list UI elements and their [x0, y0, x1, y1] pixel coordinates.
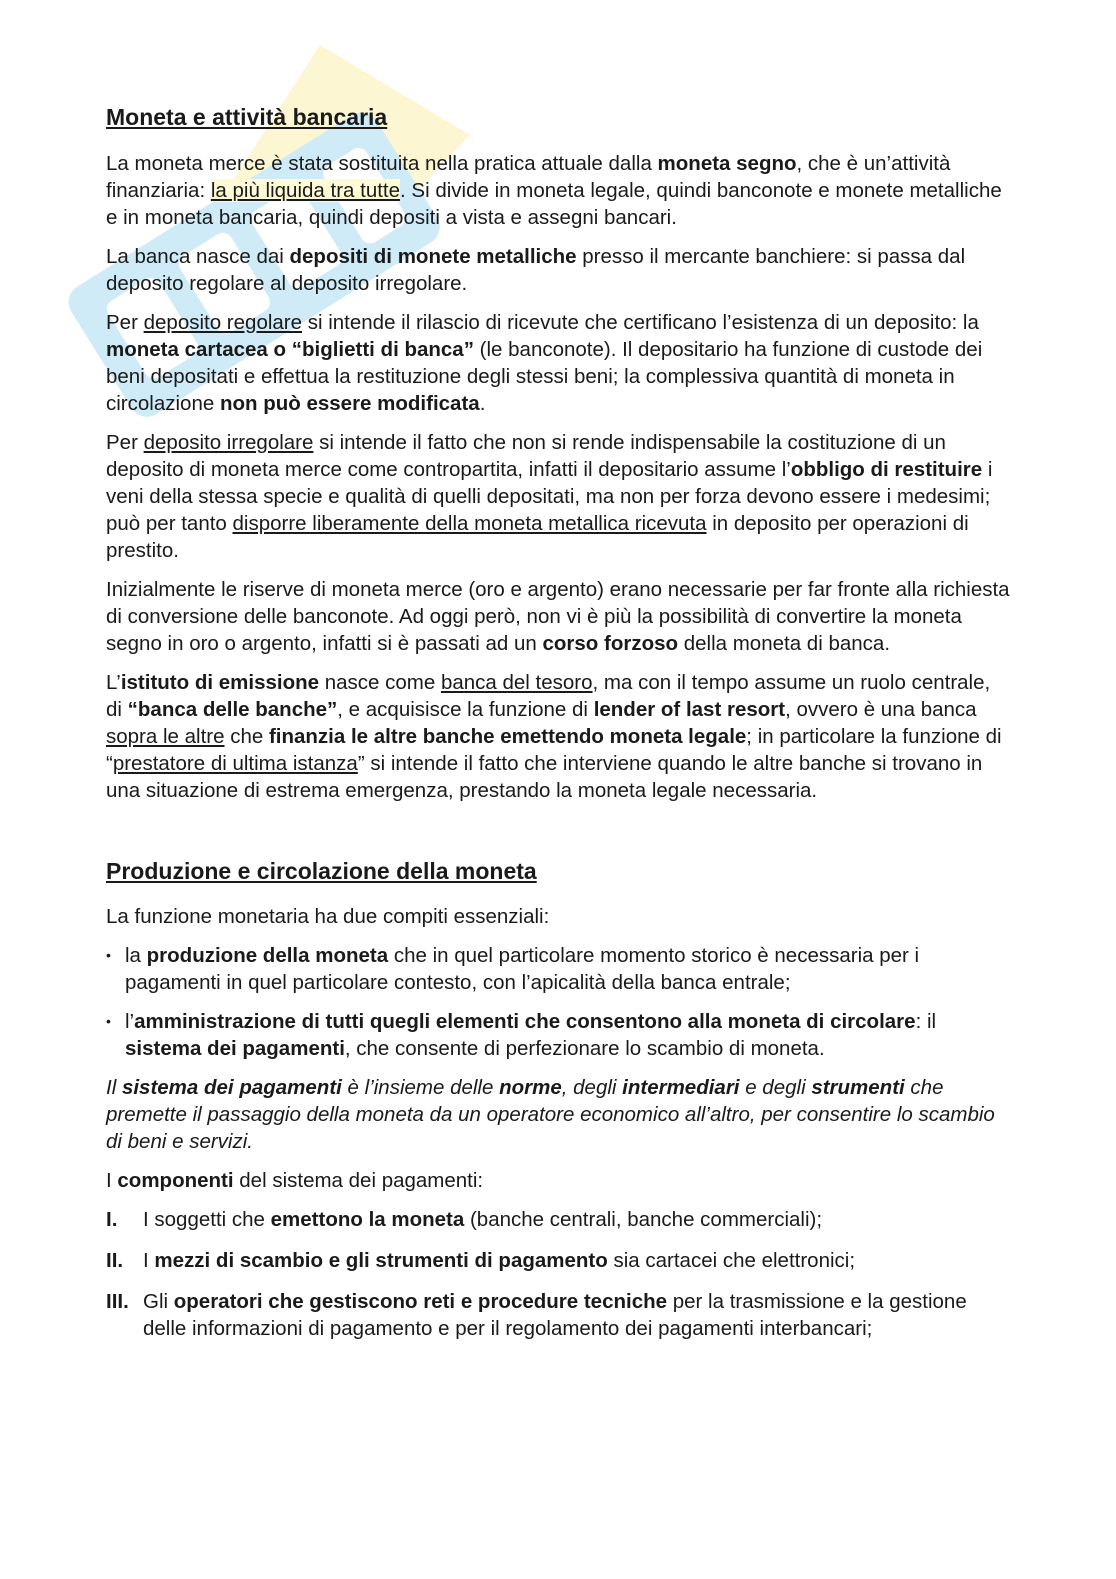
paragraph-istituto-emissione: L’istituto di emissione nasce come banca del tesoro, ma con il tempo assume un ruolo centrale, di “banca delle banche”, e acquisisce la funzione di lender of last resort, ovvero è una banca sopra le altre che finanzia le altre banche emettendo moneta legale; in particolare la funzione di “prestatore di ultima istanza” si intende il fatto che interviene quando le altre banche si trovano in una situazione di estrema emergenza, prestando la moneta legale necessaria.: [106, 670, 1002, 802]
list-item-mezzi-scambio: II. I mezzi di scambio e gli strumenti di pagamento sia cartacei che elettronici;: [106, 1249, 856, 1273]
paragraph-funzione-monetaria: La funzione monetaria ha due compiti essenziali:: [106, 905, 550, 929]
list-item-operatori: III. Gli operatori che gestiscono reti e procedure tecniche per la trasmissione e la gestione delle informazioni di pagamento e per il regolamento dei pagamenti interbancari;: [106, 1290, 967, 1341]
list-number: I.: [106, 1208, 118, 1232]
numbered-list: [106, 1206, 1011, 1342]
definition-sistema-pagamenti: Il sistema dei pagamenti è l’insieme delle norme, degli intermediari e degli strumenti che premette il passaggio della moneta da un operatore economico all’altro, per consentire lo scambio di beni e servizi.: [106, 1076, 995, 1154]
list-number: III.: [106, 1290, 129, 1314]
paragraph-moneta-segno: La moneta merce è stata sostituita nella pratica attuale dalla moneta segno, che è un’attività finanziaria: la più liquida tra tutte. Si divide in moneta legale, quindi banconote e monete metalliche e in moneta bancaria, quindi depositi a vista e assegni bancari.: [106, 151, 1002, 229]
bullet-icon: •: [106, 1013, 111, 1030]
section-title-moneta-attivita-bancaria: Moneta e attività bancaria: [106, 104, 388, 130]
document-page: [106, 104, 1011, 1356]
list-number: II.: [106, 1249, 124, 1273]
paragraph-banca-nasce: La banca nasce dai depositi di monete metalliche presso il mercante banchiere: si passa dal deposito regolare al deposito irregolare.: [106, 244, 966, 295]
paragraph-deposito-irregolare: Per deposito irregolare si intende il fatto che non si rende indispensabile la costituzione di un deposito di moneta merce come contropartita, infatti il depositario assume l’obbligo di restituire i veni della stessa specie e qualità di quelli depositati, ma non per forza devono essere i medesimi; può per tanto disporre liberamente della moneta metallica ricevuta in deposito per operazioni di prestito.: [106, 430, 993, 562]
bullet-list: [106, 942, 1011, 1062]
list-item-soggetti: I. I soggetti che emettono la moneta (banche centrali, banche commerciali);: [106, 1208, 823, 1232]
list-item-amministrazione: • l’amministrazione di tutti quegli elementi che consentono alla moneta di circolare: il sistema dei pagamenti, che consente di perfezionare lo scambio di moneta.: [106, 1010, 937, 1061]
paragraph-deposito-regolare: Per deposito regolare si intende il rilascio di ricevute che certificano l’esistenza di un deposito: la moneta cartacea o “biglietti di banca” (le banconote). Il depositario ha funzione di custode dei beni depositati e effettua la restituzione degli stessi beni; la complessiva quantità di moneta in circolazione non può essere modificata.: [106, 310, 983, 415]
highlighted-text: la più liquida tra tutte: [210, 178, 401, 202]
bullet-icon: •: [106, 947, 111, 964]
paragraph-componenti: I componenti del sistema dei pagamenti:: [106, 1169, 484, 1193]
section-title-produzione-circolazione: Produzione e circolazione della moneta: [106, 857, 537, 884]
list-item-produzione: • la produzione della moneta che in quel particolare momento storico è necessaria per i pagamenti in quel particolare contesto, con l’apicalità della banca entrale;: [106, 944, 920, 995]
paragraph-riserve-moneta: Inizialmente le riserve di moneta merce (oro e argento) erano necessarie per far fronte alla richiesta di conversione delle banconote. Ad oggi però, non vi è più la possibilità di convertire la moneta segno in oro o argento, infatti si è passati ad un corso forzoso della moneta di banca.: [106, 577, 1010, 655]
